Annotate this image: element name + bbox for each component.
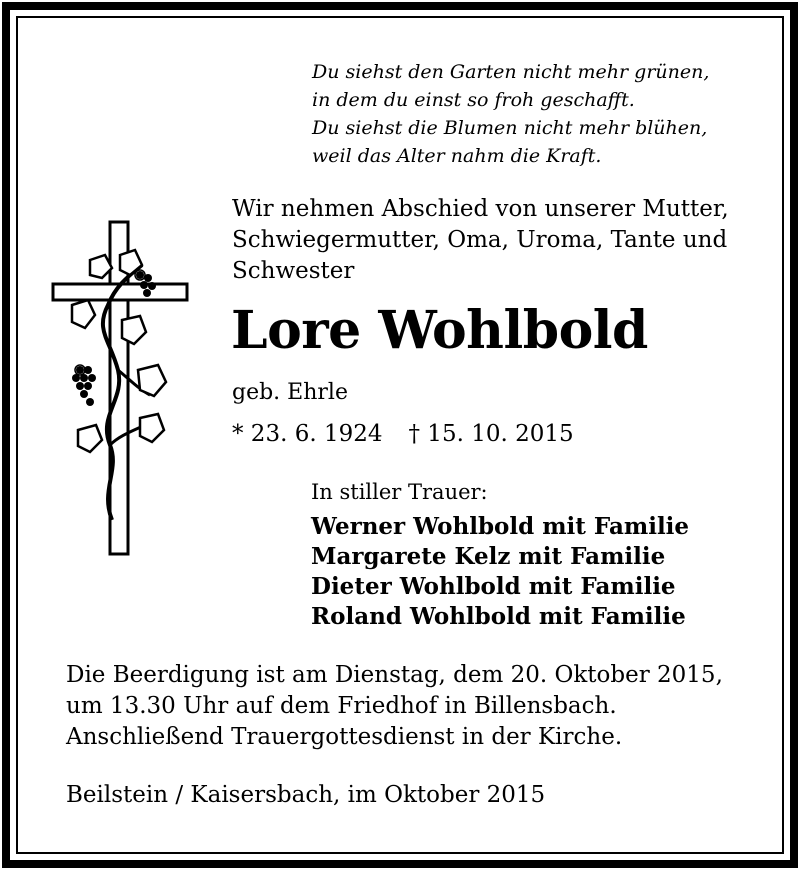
poem-line: Du siehst die Blumen nicht mehr blühen, [312, 117, 708, 139]
poem [312, 58, 709, 170]
poem-line: Du siehst den Garten nicht mehr grünen, [312, 61, 710, 83]
intro-text [232, 194, 738, 287]
intro-line: Wir nehmen Abschied von unserer Mutter, [232, 196, 729, 222]
intro-line: Schwiegermutter, Oma, Uroma, Tante und [232, 227, 728, 253]
mourning-heading: In stiller Trauer: [311, 480, 488, 504]
funeral-line: Anschließend Trauergottesdienst in der Kirche. [66, 724, 623, 750]
mourner-family: Dieter Wohlbold mit Familie [311, 573, 676, 600]
mourner-family: Roland Wohlbold mit Familie [311, 603, 686, 630]
intro-line: Schwester [232, 258, 355, 284]
place-and-date: Beilstein / Kaisersbach, im Oktober 2015 [66, 782, 546, 808]
funeral-line: um 13.30 Uhr auf dem Friedhof in Billensbach. [66, 693, 617, 719]
life-dates [232, 421, 574, 447]
funeral-notice [66, 660, 723, 753]
maiden-name: geb. Ehrle [232, 380, 348, 405]
death-date: † 15. 10. 2015 [408, 421, 574, 447]
birth-date: * 23. 6. 1924 [232, 421, 383, 447]
mourner-family: Werner Wohlbold mit Familie [311, 513, 690, 540]
poem-line: weil das Alter nahm die Kraft. [312, 145, 602, 167]
funeral-line: Die Beerdigung ist am Dienstag, dem 20. Oktober 2015, [66, 662, 723, 688]
mourner-family: Margarete Kelz mit Familie [311, 543, 666, 570]
poem-line: in dem du einst so froh geschafft. [312, 89, 635, 111]
deceased-name: Lore Wohlbold [231, 300, 648, 361]
mourner-list [311, 512, 689, 632]
cross-with-vine-icon [50, 220, 190, 560]
